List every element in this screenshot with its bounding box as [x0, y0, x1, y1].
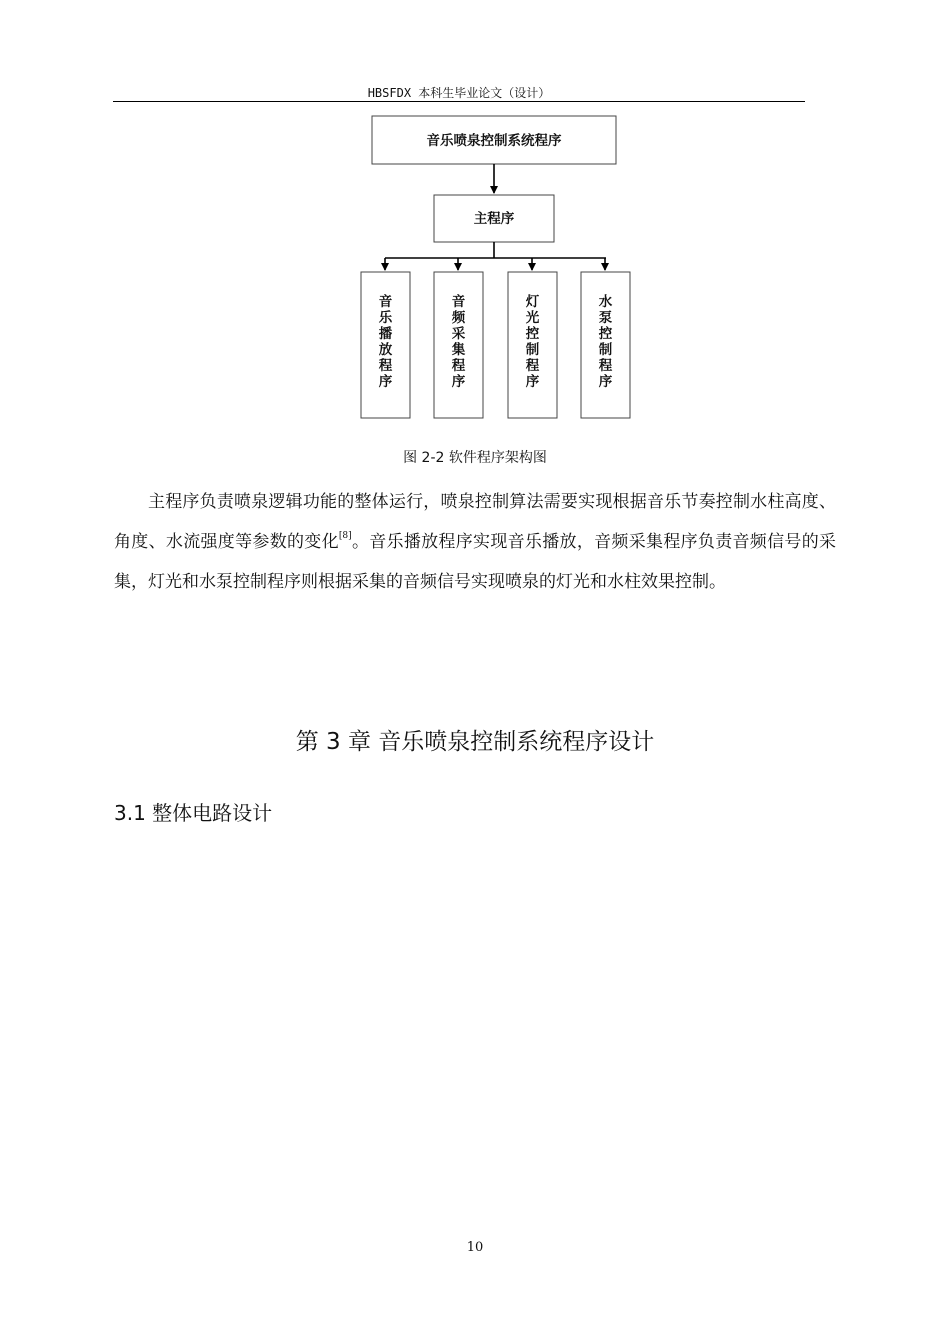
paragraph-text-part-2: 。音乐播放程序实现音乐播放，音频采集程序负责音频信号的采集，灯光和水泵控制程序则根据采集的音频信号实现喷泉的灯光和水柱效果控制。	[114, 532, 837, 592]
section-title: 3.1 整体电路设计	[114, 801, 273, 825]
audio-capture-program-label: 音频采集程序	[451, 294, 466, 390]
pump-control-program-label: 水泵控制程序	[598, 294, 613, 390]
citation-reference: [8]	[338, 531, 352, 541]
page-header: HBSFDX 本科生毕业论文（设计）	[113, 86, 805, 102]
light-control-program-label: 灯光控制程序	[525, 294, 540, 390]
chapter-title: 第 3 章 音乐喷泉控制系统程序设计	[295, 729, 655, 755]
main-program-label: 主程序	[473, 211, 515, 227]
body-paragraph	[114, 482, 836, 602]
figure-caption: 图 2-2 软件程序架构图	[403, 450, 547, 466]
page-number: 10	[466, 1240, 484, 1255]
software-architecture-diagram	[0, 105, 950, 435]
paragraph-text-part-1: 主程序负责喷泉逻辑功能的整体运行，喷泉控制算法需要实现根据音乐节奏控制水柱高度、角度、水流强度等参数的变化	[114, 492, 836, 552]
music-play-program-label: 音乐播放程序	[378, 294, 393, 390]
root-program-label: 音乐喷泉控制系统程序	[426, 133, 562, 149]
